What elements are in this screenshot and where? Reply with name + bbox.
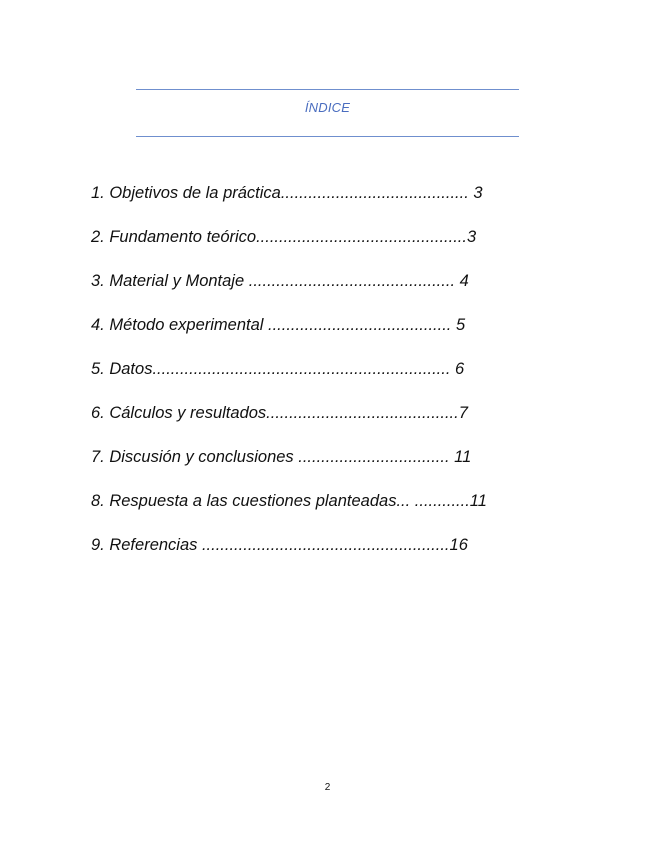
toc-entry-text: 6. Cálculos y resultados..........................................7: [91, 404, 468, 422]
toc-entry-text: 1. Objetivos de la práctica......................................... 3: [91, 184, 483, 202]
toc-entry-text: 8. Respuesta a las cuestiones planteadas... ............11: [91, 492, 487, 510]
toc-entry-text: 3. Material y Montaje ............................................. 4: [91, 272, 469, 290]
toc-entry-5: [91, 358, 531, 402]
toc-entry-text: 4. Método experimental ........................................ 5: [91, 316, 466, 334]
toc-entry-1: [91, 182, 531, 226]
toc-entry-text: 2. Fundamento teórico..............................................3: [91, 228, 477, 246]
toc-entry-text: 7. Discusión y conclusiones ................................. 11: [91, 448, 472, 466]
toc-entry-3: [91, 270, 531, 314]
toc-entry-7: [91, 446, 531, 490]
page-number: 2: [324, 782, 331, 793]
toc-entry-2: [91, 226, 531, 270]
index-heading: ÍNDICE: [304, 100, 351, 115]
toc-entry-text: 5. Datos................................................................. 6: [91, 360, 465, 378]
toc-entry-text: 9. Referencias ......................................................16: [91, 536, 468, 554]
table-of-contents: [91, 182, 531, 578]
toc-entry-9: [91, 534, 531, 578]
toc-entry-4: [91, 314, 531, 358]
toc-entry-6: [91, 402, 531, 446]
toc-entry-8: [91, 490, 531, 534]
index-heading-block: [136, 89, 519, 137]
